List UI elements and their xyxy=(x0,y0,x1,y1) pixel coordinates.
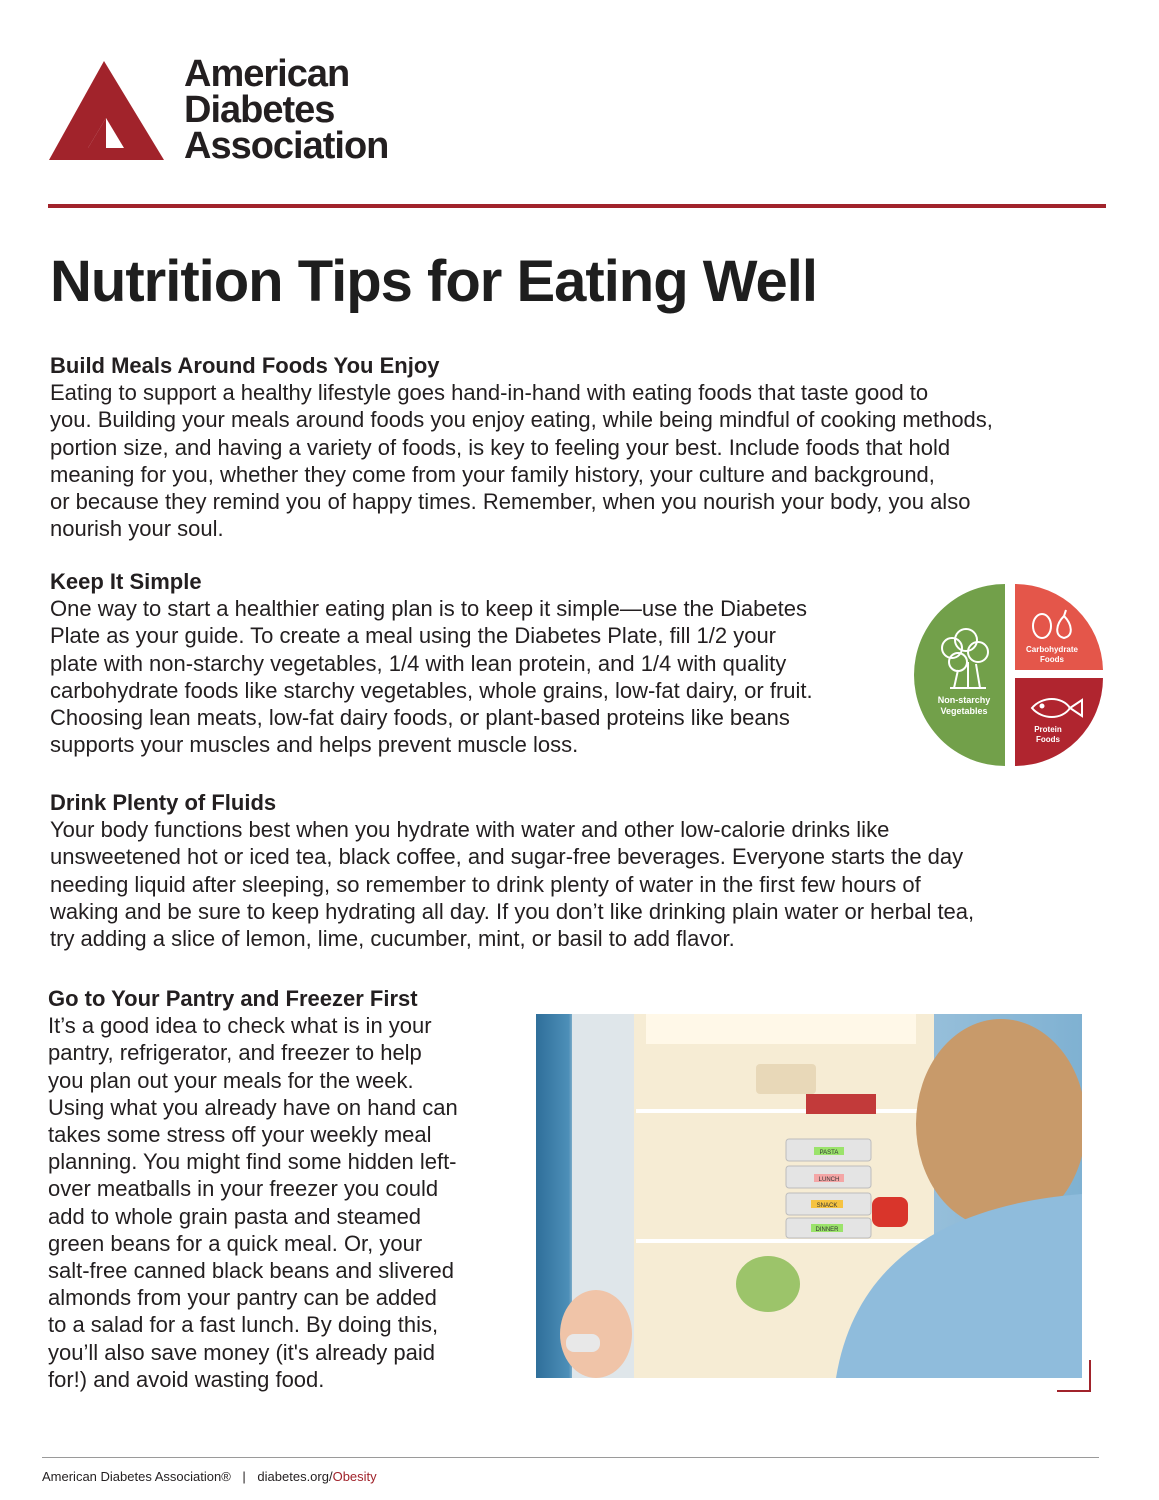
section-pantry-freezer xyxy=(48,985,518,1393)
container-label: SNACK xyxy=(816,1203,838,1209)
refrigerator-photo xyxy=(536,1014,1082,1378)
logo-wordmark xyxy=(184,53,389,167)
footer-divider xyxy=(42,1457,1099,1458)
plate-veg-label: Vegetables xyxy=(940,706,988,716)
ada-triangle-logo-icon xyxy=(48,56,178,164)
container-label: DINNER xyxy=(815,1227,839,1233)
section-body: It’s a good idea to check what is in your pantry, refrigerator, and freezer to help you plan out your meals for the week. Using what you already have on hand can takes some stress off your weekly meal planning. You might find some hidden left- over meatballs in your freezer you could add to whole grain pasta and steamed green beans for a quick meal. Or, your salt-free canned black beans and slivered almonds from your pantry can be added to a salad for a fast lunch. By doing this, you’ll also save money (it's already paid for!) and avoid wasting food. xyxy=(48,1013,458,1392)
plate-protein-label: Protein xyxy=(1034,725,1062,734)
section-heading: Keep It Simple xyxy=(50,569,202,594)
footer-org: American Diabetes Association® xyxy=(42,1469,231,1484)
plate-veg-label: Non-starchy xyxy=(937,695,991,705)
plate-protein-section xyxy=(1015,678,1103,766)
photo-corner-accent xyxy=(1057,1360,1091,1392)
footer-separator: | xyxy=(242,1469,246,1484)
footer-url[interactable]: diabetes.org/Obesity xyxy=(257,1469,377,1484)
container-label: LUNCH xyxy=(818,1177,840,1183)
section-build-meals xyxy=(50,352,1110,542)
plate-protein-label: Foods xyxy=(1036,735,1060,744)
ada-logo xyxy=(48,53,428,168)
plate-carb-label: Foods xyxy=(1040,655,1064,664)
plate-carb-label: Carbohydrate xyxy=(1025,645,1079,654)
container-label: PASTA xyxy=(819,1150,839,1156)
logo-line-2: Diabetes xyxy=(184,89,335,131)
section-body: One way to start a healthier eating plan is to keep it simple—use the Diabetes Plate as your guide. To create a meal using the Diabetes Plate, fill 1/2 your plate with non-starchy vegetables, 1/4 with lean protein, and 1/4 with quality carbohydrate foods like starchy vegetables, whole grains, low-fat dairy, or fruit. Choosing lean meats, low-fat dairy foods, or plant-based proteins like beans supports your muscles and helps prevent muscle loss. xyxy=(50,596,813,758)
diabetes-plate-diagram xyxy=(914,582,1104,768)
plate-veg-section xyxy=(914,584,1005,766)
section-body: Eating to support a healthy lifestyle goes hand-in-hand with eating foods that taste good to you. Building your meals around foods you enjoy eating, while being mindful of cooking methods, portion size, and having a variety of foods, is key to feeling your best. Include foods that hold meaning for you, whether they come from your family history, your culture and background, or because they remind you of happy times. Remember, when you nourish your body, you also nourish your soul. xyxy=(50,380,993,542)
section-heading: Drink Plenty of Fluids xyxy=(50,790,277,815)
section-drink-fluids xyxy=(50,789,1110,952)
section-keep-simple xyxy=(50,568,910,758)
footer xyxy=(42,1469,377,1484)
header-divider xyxy=(48,204,1106,208)
refrigerator-photo-illustration xyxy=(536,1014,1082,1378)
page-title: Nutrition Tips for Eating Well xyxy=(50,249,817,314)
section-heading: Build Meals Around Foods You Enjoy xyxy=(50,353,440,378)
section-body: Your body functions best when you hydrate with water and other low-calorie drinks like unsweetened hot or iced tea, black coffee, and sugar-free beverages. Everyone starts the day needing liquid after sleeping, so remember to drink plenty of water in the first few hours of waking and be sure to keep hydrating all day. If you don’t like drinking plain water or herbal tea, try adding a slice of lemon, lime, cucumber, mint, or basil to add flavor. xyxy=(50,817,975,952)
section-heading: Go to Your Pantry and Freezer First xyxy=(48,986,418,1011)
logo-line-1: American xyxy=(184,53,350,95)
logo-line-3: Association xyxy=(184,125,389,167)
